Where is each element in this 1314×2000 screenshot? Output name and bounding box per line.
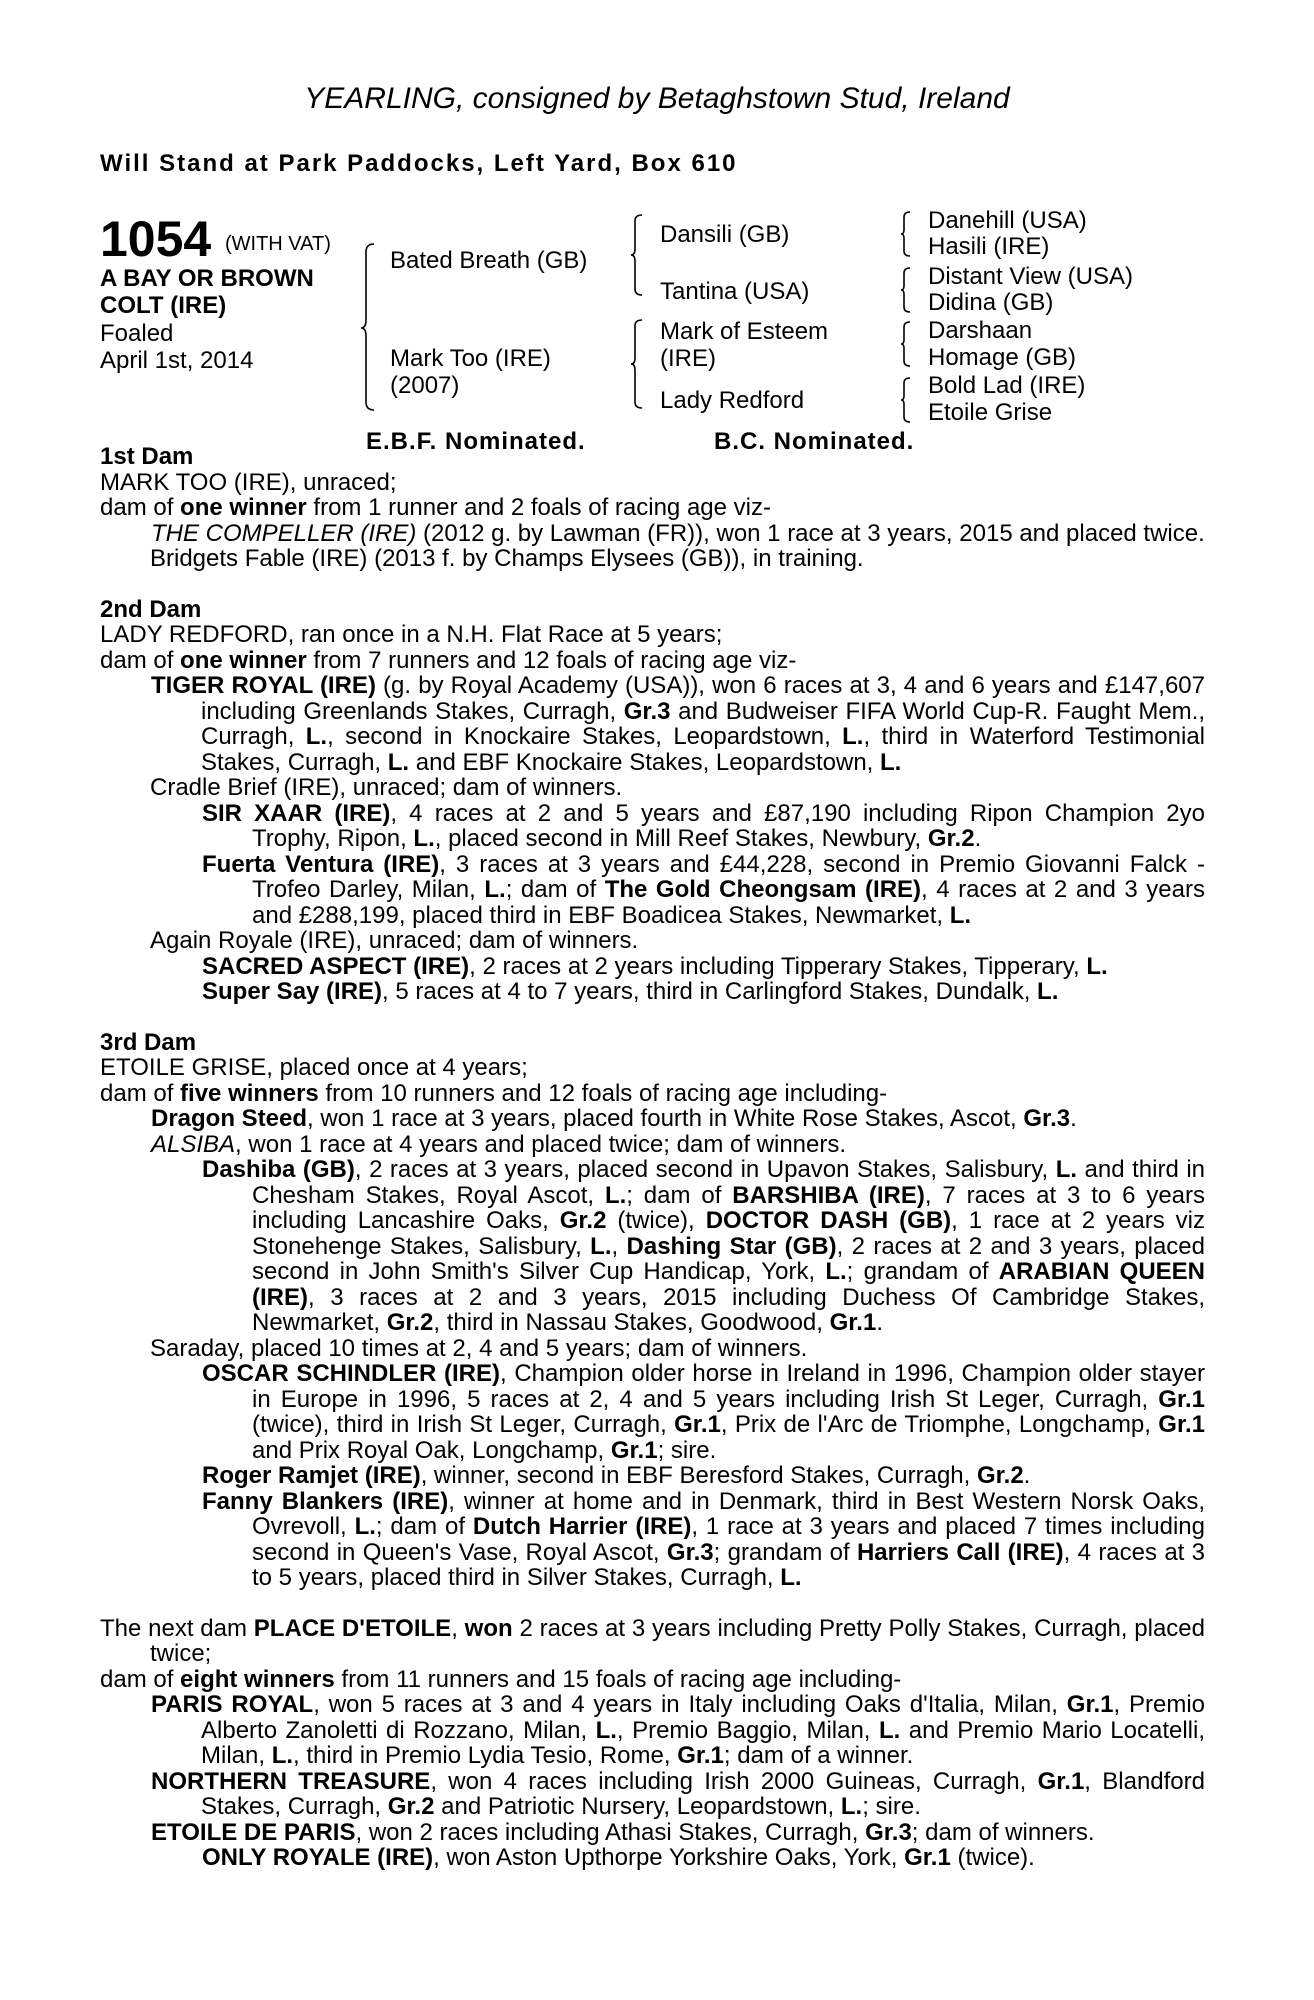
- etoile-de-paris-entry: ETOILE DE PARIS, won 2 races including Athasi Stakes, Curragh, Gr.3; dam of winners.: [151, 1818, 1095, 1846]
- alsiba-entry: ALSIBA, won 1 race at 4 years and placed twice; dam of winners.: [151, 1130, 847, 1158]
- pedigree-sds: Distant View (USA): [928, 263, 1133, 290]
- pedigree-dds: Bold Lad (IRE): [928, 372, 1086, 399]
- super-say-entry: Super Say (IRE), 5 races at 4 to 7 years, third in Carlingford Stakes, Dundalk, L.: [202, 978, 1059, 1005]
- lot-description-line1: A BAY OR BROWN: [100, 265, 314, 292]
- tiger-royal-entry: TIGER ROYAL (IRE) (g. by Royal Academy (USA)), won 6 races at 3, 4 and 6 years and £147,607 including Greenlands Stakes, Curragh, Gr.3 and Budweiser FIFA World Cup-R. Faught Mem., Curragh, L., second in Knockaire Stakes, Leopardstown, L., third in Waterford Testimonial Stakes, Curragh, L. and EBF Knockaire Stakes, Leopardstown, L.: [151, 672, 1206, 776]
- first-dam-offspring-1: THE COMPELLER (IRE) (2012 g. by Lawman (FR)), won 1 race at 3 years, 2015 and placed twice.: [151, 519, 1205, 547]
- pedigree-dam-sire: Mark of Esteem: [660, 318, 829, 345]
- next-dam-summary: dam of eight winners from 11 runners and 15 foals of racing age including-: [100, 1665, 902, 1693]
- sire-dam-bracket: [360, 240, 390, 415]
- bc-nominated: B.C. Nominated.: [714, 428, 915, 455]
- pedigree-dam-dam: Lady Redford: [660, 387, 805, 414]
- pedigree-dam-sire-cont: (IRE): [660, 345, 716, 372]
- pedigree-dam: Mark Too (IRE): [390, 345, 551, 372]
- saraday-entry: Saraday, placed 10 times at 2, 4 and 5 years; dam of winners.: [150, 1334, 808, 1362]
- pedigree-sire-dam: Tantina (USA): [660, 278, 810, 305]
- third-dam-title: 3rd Dam: [100, 1028, 197, 1056]
- bracket-sd: [900, 266, 920, 316]
- bracket-dd: [900, 376, 920, 426]
- first-dam-offspring-2: Bridgets Fable (IRE) (2013 f. by Champs Elysees (GB)), in training.: [150, 545, 864, 572]
- again-royale-entry: Again Royale (IRE), unraced; dam of winners.: [150, 927, 639, 954]
- second-dam-title: 2nd Dam: [100, 595, 202, 623]
- pedigree-sss: Danehill (USA): [928, 207, 1087, 234]
- next-dam-line: The next dam PLACE D'ETOILE, won 2 races at 3 years including Pretty Polly Stakes, Curragh, placed twice;: [100, 1614, 1205, 1667]
- cradle-brief-entry: Cradle Brief (IRE), unraced; dam of winners.: [150, 774, 623, 801]
- only-royale-entry: ONLY ROYALE (IRE), won Aston Upthorpe Yorkshire Oaks, York, Gr.1 (twice).: [202, 1844, 1035, 1871]
- roger-ramjet-entry: Roger Ramjet (IRE), winner, second in EBF Beresford Stakes, Curragh, Gr.2.: [202, 1462, 1031, 1489]
- pedigree-sdd: Didina (GB): [928, 289, 1054, 316]
- vat-label: (WITH VAT): [225, 233, 331, 255]
- first-dam-title: 1st Dam: [100, 443, 194, 470]
- dragon-steed-entry: Dragon Steed, won 1 race at 3 years, placed fourth in White Rose Stakes, Ascot, Gr.3.: [151, 1105, 1077, 1132]
- dam-line-bracket: [630, 318, 660, 413]
- lot-description-line2: COLT (IRE): [100, 292, 227, 319]
- northern-treasure-entry: NORTHERN TREASURE, won 4 races including Irish 2000 Guineas, Curragh, Gr.1, Blandford Stakes, Curragh, Gr.2 and Patriotic Nursery, Leopardstown, L.; sire.: [151, 1767, 1205, 1820]
- sacred-aspect-entry: SACRED ASPECT (IRE), 2 races at 2 years including Tipperary Stakes, Tipperary, L.: [202, 952, 1108, 980]
- second-dam-summary: dam of one winner from 7 runners and 12 foals of racing age viz-: [100, 646, 797, 674]
- pedigree-sire-sire: Dansili (GB): [660, 221, 790, 248]
- fuerta-ventura-entry: Fuerta Ventura (IRE), 3 races at 3 years and £44,228, second in Premio Giovanni Falck - Trofeo Darley, Milan, L.; dam of The Gold Cheongsam (IRE), 4 races at 2 and 3 years and £288,199, placed third in EBF Boadicea Stakes, Newmarket, L.: [202, 850, 1205, 929]
- foaled-date: April 1st, 2014: [100, 347, 254, 374]
- foaled-label: Foaled: [100, 320, 174, 347]
- catalogue-body: [100, 444, 1205, 1871]
- oscar-schindler-entry: OSCAR SCHINDLER (IRE), Champion older horse in Ireland in 1996, Champion older stayer in Europe in 1996, 5 races at 2, 4 and 5 years including Irish St Leger, Curragh, Gr.1 (twice), third in Irish St Leger, Curragh, Gr.1, Prix de l'Arc de Triomphe, Longchamp, Gr.1 and Prix Royal Oak, Longchamp, Gr.1; sire.: [202, 1360, 1205, 1464]
- sire-line-bracket: [630, 213, 660, 298]
- second-dam-line: LADY REDFORD, ran once in a N.H. Flat Race at 5 years;: [100, 621, 723, 648]
- pedigree-dam-year: (2007): [390, 372, 460, 399]
- third-dam-line: ETOILE GRISE, placed once at 4 years;: [100, 1054, 528, 1081]
- first-dam-summary: dam of one winner from 1 runner and 2 foals of racing age viz-: [100, 494, 771, 521]
- pedigree-dss: Darshaan: [928, 317, 1033, 344]
- bracket-ss: [900, 210, 920, 260]
- pedigree-sire: Bated Breath (GB): [390, 247, 588, 274]
- ebf-nominated: E.B.F. Nominated.: [366, 428, 586, 455]
- paris-royal-entry: PARIS ROYAL, won 5 races at 3 and 4 years in Italy including Oaks d'Italia, Milan, Gr.1, Premio Alberto Zanoletti di Rozzano, Milan, L., Premio Baggio, Milan, L. and Premio Mario Locatelli, Milan, L., third in Premio Lydia Tesio, Rome, Gr.1; dam of a winner.: [151, 1691, 1206, 1769]
- pedigree-ddd: Etoile Grise: [928, 399, 1053, 426]
- sir-xaar-entry: SIR XAAR (IRE), 4 races at 2 and 5 years and £87,190 including Ripon Champion 2yo Trophy, Ripon, L., placed second in Mill Reef Stakes, Newbury, Gr.2.: [202, 799, 1205, 852]
- fanny-blankers-entry: Fanny Blankers (IRE), winner at home and in Denmark, third in Best Western Norsk Oaks, Ovrevoll, L.; dam of Dutch Harrier (IRE), 1 race at 3 years and placed 7 times including second in Queen's Vase, Royal Ascot, Gr.3; grandam of Harriers Call (IRE), 4 races at 3 to 5 years, placed third in Silver Stakes, Curragh, L.: [202, 1487, 1206, 1591]
- lot-number: 1054: [100, 211, 212, 267]
- third-dam-summary: dam of five winners from 10 runners and 12 foals of racing age including-: [100, 1079, 888, 1107]
- stand-location: Will Stand at Park Paddocks, Left Yard, Box 610: [100, 150, 738, 177]
- pedigree-dsd: Homage (GB): [928, 344, 1077, 371]
- bracket-ds: [900, 320, 920, 370]
- dashiba-entry: Dashiba (GB), 2 races at 3 years, placed second in Upavon Stakes, Salisbury, L. and third in Chesham Stakes, Royal Ascot, L.; dam of BARSHIBA (IRE), 7 races at 3 to 6 years including Lancashire Oaks, Gr.2 (twice), DOCTOR DASH (GB), 1 race at 2 years viz Stonehenge Stakes, Salisbury, L., Dashing Star (GB), 2 races at 2 and 3 years, placed second in John Smith's Silver Cup Handicap, York, L.; grandam of ARABIAN QUEEN (IRE), 3 races at 2 and 3 years, 2015 including Duchess Of Cambridge Stakes, Newmarket, Gr.2, third in Nassau Stakes, Goodwood, Gr.1.: [202, 1156, 1206, 1336]
- pedigree-ssd: Hasili (IRE): [928, 233, 1050, 260]
- first-dam-line: MARK TOO (IRE), unraced;: [100, 468, 397, 496]
- sale-heading: YEARLING, consigned by Betaghstown Stud, Ireland: [304, 82, 1010, 115]
